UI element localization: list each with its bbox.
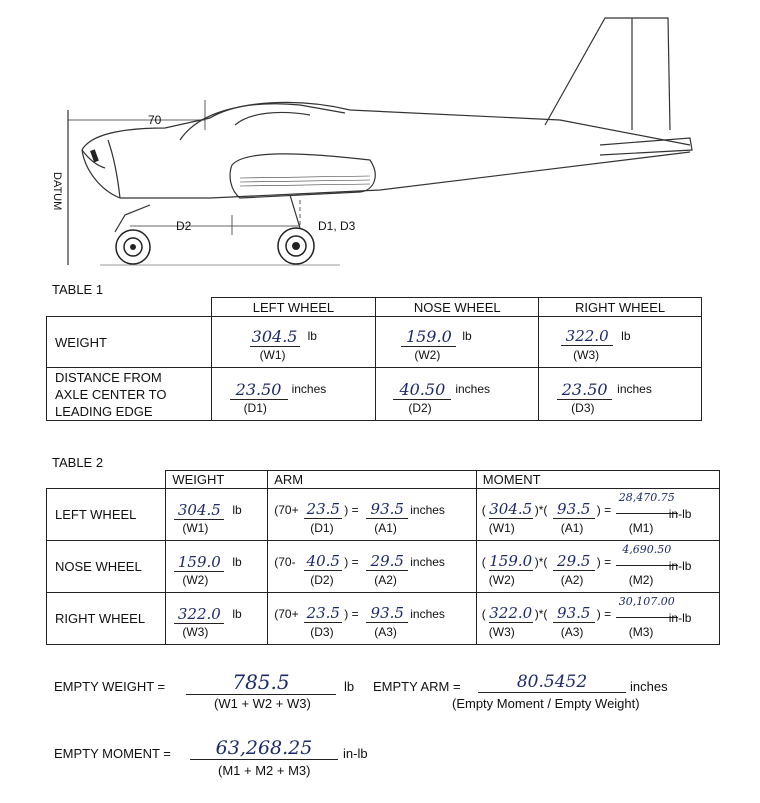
table2-msub-a: (A2): [560, 573, 584, 587]
table2-moment-unit: in-lb: [668, 611, 692, 625]
table1-w3-value: 322.0: [561, 327, 613, 346]
table2-row-label: RIGHT WHEEL: [47, 593, 166, 645]
empty-moment-unit: in-lb: [343, 746, 368, 761]
table2-weight-unit: lb: [232, 555, 242, 569]
table2-arm-prefix: (70+: [274, 607, 299, 621]
empty-moment-value: 63,268.25: [190, 737, 338, 760]
table1-weight-label: WEIGHT: [47, 317, 212, 368]
dimension-70-label: 70: [148, 113, 162, 127]
table1-distance-label-line1: DISTANCE FROM: [55, 369, 162, 385]
table2-d-value: 23.5: [304, 604, 342, 623]
table2-weight-unit: lb: [232, 503, 242, 517]
table2-d-sub: (D2): [310, 573, 334, 587]
table2-arm-prefix: (70+: [274, 503, 299, 517]
table1-distance-left-cell: [212, 368, 376, 420]
table2-moment-value: 28,470.75: [616, 491, 678, 514]
empty-arm-label: EMPTY ARM =: [373, 679, 461, 694]
table2-arm-prefix: (70-: [274, 555, 296, 569]
table1-header-left: LEFT WHEEL: [211, 298, 376, 317]
table2-weight-value: 159.0: [174, 553, 224, 572]
table2-weight-sub: (W2): [182, 573, 209, 587]
table2-arm-value: 93.5: [366, 604, 408, 623]
table1-weight-left-cell: [212, 317, 376, 367]
table1-d3-unit: inches: [617, 382, 652, 396]
table2-moment-value: 30,107.00: [616, 595, 678, 618]
table2-moment-weight: 304.5: [489, 500, 533, 518]
empty-arm-value: 80.5452: [478, 672, 626, 693]
table2-d-sub: (D3): [310, 625, 334, 639]
table2-moment-arm: 93.5: [553, 604, 595, 623]
table2-arm-value: 93.5: [366, 500, 408, 519]
table1-distance-label-line2: AXLE CENTER TO: [55, 386, 167, 402]
table2-msub-w: (W3): [488, 625, 515, 639]
table1-w3-unit: lb: [621, 329, 631, 343]
table2-moment-value: 4,690.50: [616, 543, 678, 566]
empty-arm-sub: (Empty Moment / Empty Weight): [452, 696, 640, 711]
table2-msub-w: (W2): [488, 573, 515, 587]
table2-msub-w: (W1): [488, 521, 515, 535]
table1-w3-sub: (W3): [573, 348, 600, 362]
table1-d2-unit: inches: [455, 382, 491, 396]
d2-label: D2: [176, 219, 192, 233]
table2-moment-arm: 93.5: [553, 500, 595, 519]
table2-moment-unit: in-lb: [668, 507, 692, 521]
table2-title: TABLE 2: [52, 455, 104, 470]
table1-w1-value: 304.5: [250, 327, 300, 347]
table1-title: TABLE 1: [52, 282, 104, 297]
table1-header-nose: NOSE WHEEL: [376, 298, 539, 317]
table2-arm-sub: (A2): [374, 573, 397, 587]
table2-row-label: NOSE WHEEL: [47, 541, 166, 593]
table2-header-moment: MOMENT: [476, 471, 719, 489]
table2-header-weight: WEIGHT: [166, 471, 268, 489]
table1-weight-right-cell: [539, 317, 701, 367]
table2-d-sub: (D1): [310, 521, 334, 535]
table2-d-value: 23.5: [304, 500, 342, 519]
d1-d3-label: D1, D3: [318, 219, 356, 233]
table2-msub-m: (M1): [628, 521, 654, 535]
table1-distance-label-line3: LEADING EDGE: [55, 403, 153, 419]
table2-row-nose: NOSE WHEEL 159.0 lb (W2) (70- 40.5 ) = 29.5 inches (D2) (A2) ( 159.0 )*( 29.5 ) = 4,690.50 in-lb (W2) (A2) (M2): [47, 541, 720, 593]
table2-moment-unit: in-lb: [668, 559, 692, 573]
table2-weight-sub: (W1): [182, 521, 209, 535]
table2-row-label: LEFT WHEEL: [47, 489, 166, 541]
table1-weight-nose-cell: [376, 317, 538, 367]
table2-arm-unit: inches: [410, 555, 445, 569]
table1-d2-sub: (D2): [408, 401, 432, 415]
table2-msub-m: (M3): [628, 625, 654, 639]
datum-label: DATUM: [51, 172, 63, 211]
table1-w2-sub: (W2): [414, 348, 441, 362]
table2-weight-sub: (W3): [182, 625, 209, 639]
empty-moment-label: EMPTY MOMENT =: [54, 746, 171, 761]
table2-arm-sub: (A1): [374, 521, 397, 535]
aircraft-side-view-diagram: [0, 0, 760, 280]
table1-w1-unit: lb: [307, 329, 317, 343]
table2-d-value: 40.5: [304, 552, 342, 571]
table1-d1-sub: (D1): [243, 401, 267, 415]
table1-d1-unit: inches: [291, 382, 327, 396]
table1-d3-value: 23.50: [557, 380, 612, 400]
table2-weight-value: 322.0: [174, 605, 224, 624]
table2-msub-m: (M2): [628, 573, 654, 587]
table2-arm-value: 29.5: [366, 552, 408, 571]
empty-weight-value: 785.5: [186, 670, 336, 695]
table1-distance-right-cell: [539, 368, 701, 420]
table2-row-left: LEFT WHEEL 304.5 lb (W1) (70+ 23.5 ) = 93.5 inches (D1) (A1) ( 304.5 )*( 93.5 ) = 28,470.75 in-lb (W1) (A1) (M1): [47, 489, 720, 541]
table2-weight-value: 304.5: [174, 501, 224, 520]
table1-w1-sub: (W1): [259, 348, 286, 362]
table2-header-arm: ARM: [268, 471, 477, 489]
table1-d1-value: 23.50: [230, 380, 288, 400]
table2-moment-arm: 29.5: [553, 552, 595, 571]
table2-msub-a: (A1): [560, 521, 584, 535]
empty-arm-unit: inches: [630, 679, 668, 694]
empty-weight-label: EMPTY WEIGHT =: [54, 679, 166, 694]
empty-weight-unit: lb: [344, 679, 355, 694]
table1: [46, 297, 702, 421]
table2: [46, 470, 720, 645]
table2-moment-weight: 159.0: [489, 552, 533, 570]
empty-weight-sub: (W1 + W2 + W3): [214, 696, 311, 711]
empty-moment-sub: (M1 + M2 + M3): [218, 763, 311, 778]
table2-row-right: RIGHT WHEEL 322.0 lb (W3) (70+ 23.5 ) = 93.5 inches (D3) (A3) ( 322.0 )*( 93.5 ) = 30,107.00 in-lb (W3) (A3) (M3): [47, 593, 720, 645]
table2-msub-a: (A3): [560, 625, 584, 639]
table1-distance-nose-cell: [376, 368, 538, 420]
table2-arm-unit: inches: [410, 503, 445, 517]
table1-w2-unit: lb: [462, 329, 472, 343]
table1-header-right: RIGHT WHEEL: [539, 298, 702, 317]
table2-moment-weight: 322.0: [489, 604, 533, 622]
table1-d2-value: 40.50: [393, 380, 451, 400]
table2-arm-sub: (A3): [374, 625, 397, 639]
table1-distance-label: [47, 368, 212, 421]
table1-w2-value: 159.0: [401, 327, 456, 347]
table1-d3-sub: (D3): [571, 401, 595, 415]
table2-weight-unit: lb: [232, 607, 242, 621]
table2-arm-unit: inches: [410, 607, 445, 621]
